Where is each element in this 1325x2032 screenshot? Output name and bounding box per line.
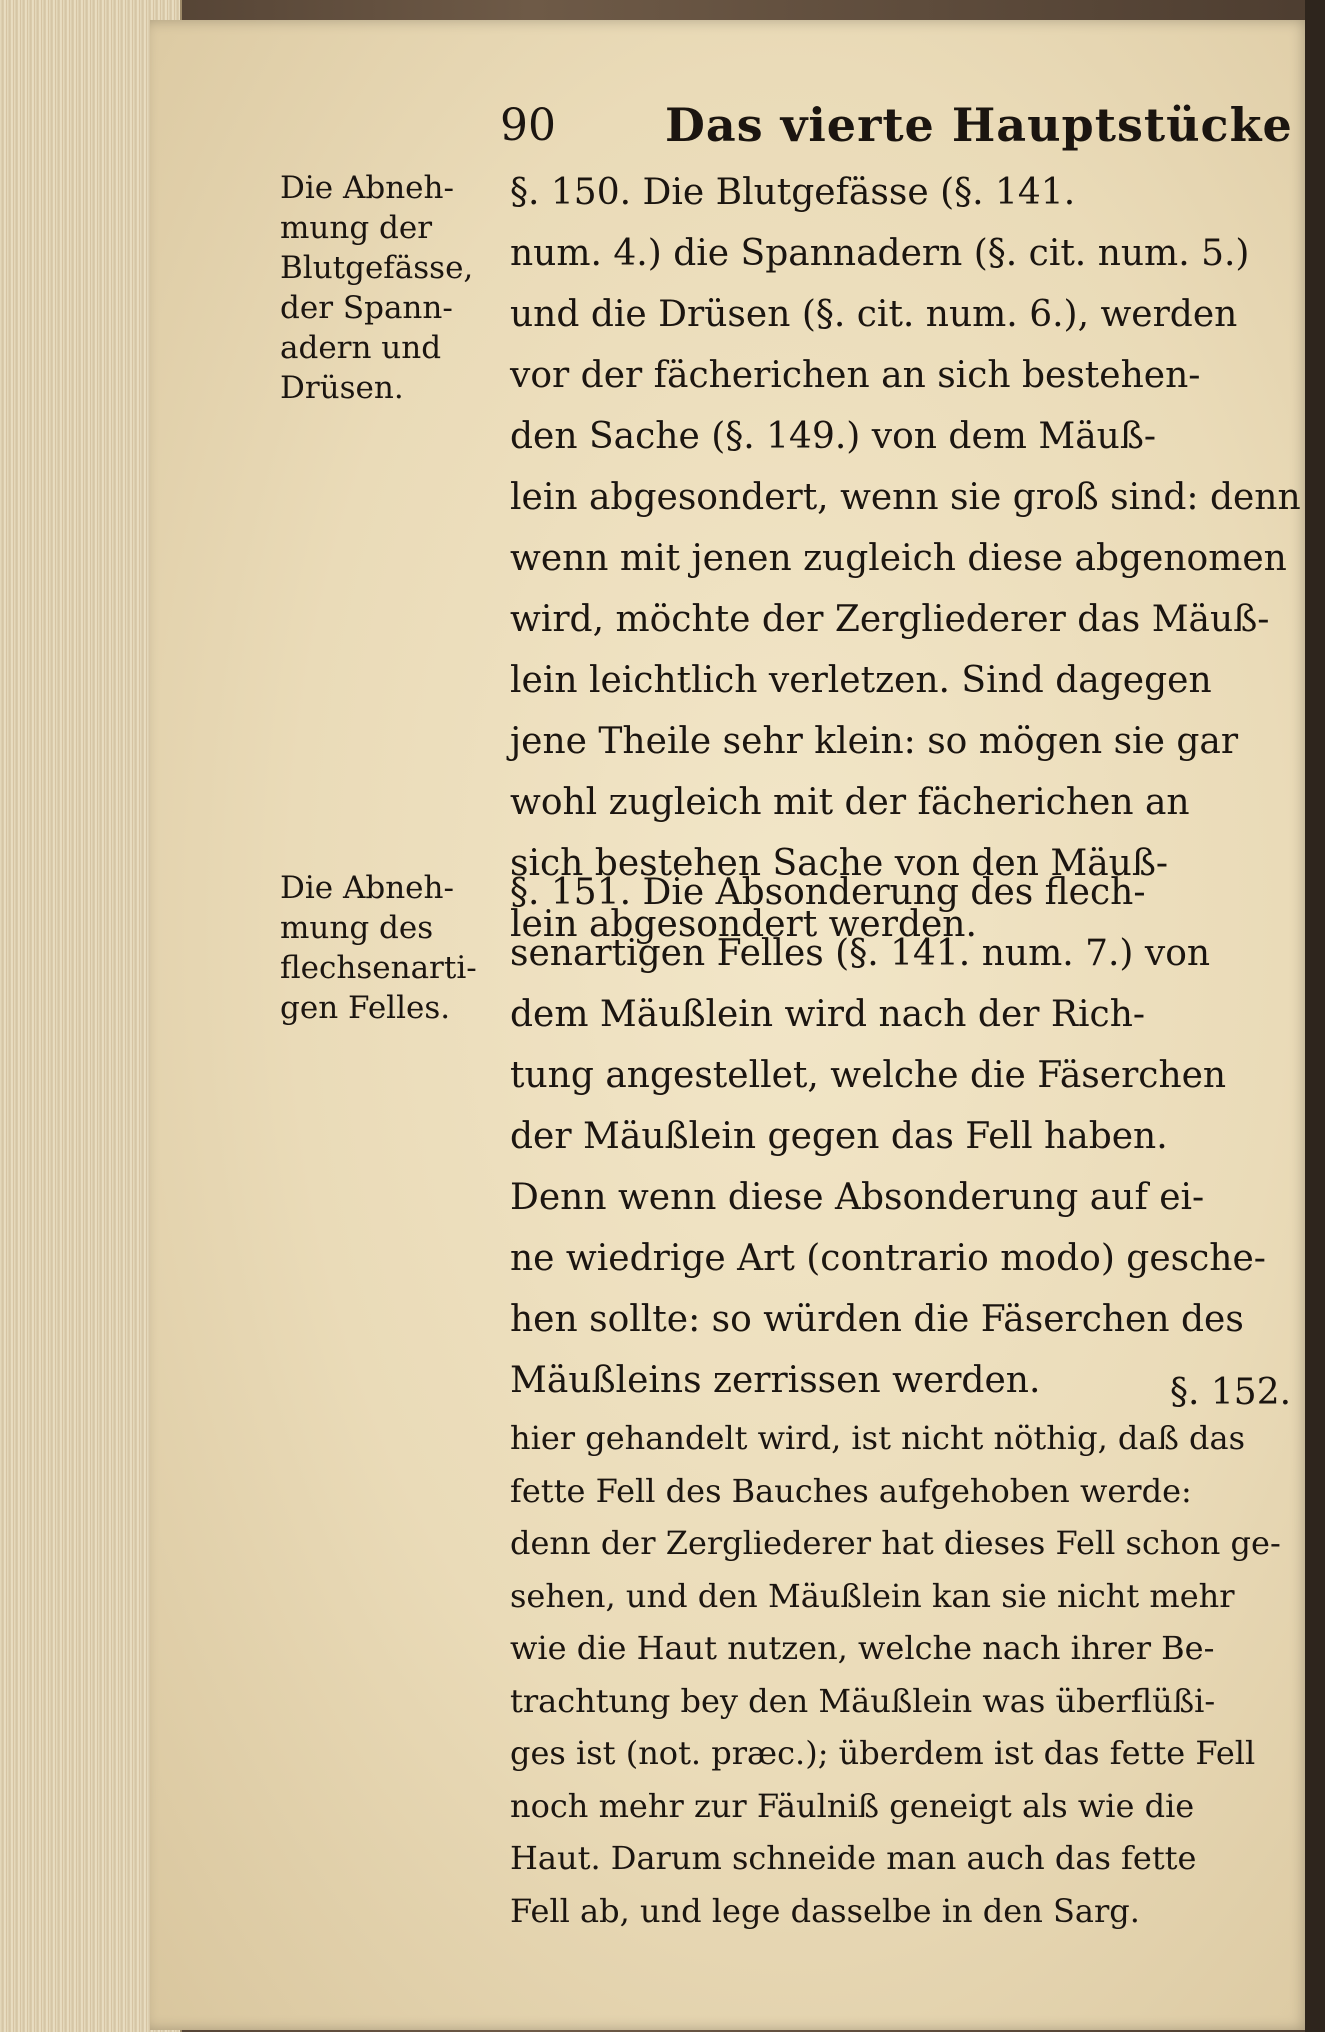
text-line: Denn wenn diese Absonderung auf ei- (510, 1177, 1205, 1218)
text-line: hier gehandelt wird, ist nicht nöthig, daß das (510, 1419, 1245, 1457)
text-line: ne wiedrige Art (contrario modo) gesche- (510, 1238, 1266, 1279)
text-line: hen sollte: so würden die Fäserchen des (510, 1299, 1244, 1340)
text-line: tung angestellet, welche die Fäserchen (510, 1055, 1227, 1096)
page-number: 90 (500, 100, 556, 151)
section-152 (510, 1412, 1281, 1937)
text-line: lein abgesondert, wenn sie groß sind: denn (510, 477, 1301, 518)
margin-note-1 (280, 168, 500, 408)
running-title: Das vierte Hauptstücke (665, 98, 1293, 152)
margin-note-line: adern und (280, 330, 442, 366)
margin-note-line: Die Abneh- (280, 170, 454, 206)
text-line: jene Theile sehr klein: so mögen sie gar (510, 721, 1239, 762)
margin-note-line: flechsenarti- (280, 950, 477, 986)
text-line: lein abgesondert werden. (510, 904, 977, 945)
margin-note-line: Blutgefässe, (280, 250, 474, 286)
margin-note-line: der Spann- (280, 290, 453, 326)
scan-right-edge (1305, 0, 1325, 2032)
text-line: Haut. Darum schneide man auch das fette (510, 1839, 1197, 1877)
text-line: wie die Haut nutzen, welche nach ihrer Be- (510, 1629, 1215, 1667)
margin-note-line: Die Abneh- (280, 870, 454, 906)
text-line: denn der Zergliederer hat dieses Fell schon ge- (510, 1524, 1281, 1562)
text-line: sehen, und den Mäußlein kan sie nicht mehr (510, 1576, 1235, 1615)
text-line: den Sache (§. 149.) von dem Mäuß- (510, 416, 1157, 457)
section-152-label: §. 152. (1170, 1372, 1292, 1413)
text-line: sich bestehen Sache von den Mäuß- (510, 843, 1169, 884)
text-line: senartigen Felles (§. 141. num. 7.) von (510, 933, 1211, 974)
margin-note-line: mung der (280, 210, 433, 246)
text-line: num. 4.) die Spannadern (§. cit. num. 5.) (510, 233, 1250, 274)
text-line: fette Fell des Bauches aufgehoben werde: (510, 1471, 1192, 1510)
text-line: wenn mit jenen zugleich diese abgenomen (510, 538, 1287, 579)
text-line: §. 150. Die Blutgefässe (§. 141. (510, 172, 1076, 213)
text-line: Fell ab, und lege dasselbe in den Sarg. (510, 1891, 1140, 1930)
text-line: Mäußleins zerrissen werden. (510, 1360, 1041, 1401)
text-line: ges ist (not. præc.); überdem ist das fette Fell (510, 1734, 1256, 1772)
text-line: trachtung bey den Mäußlein was überflüßi- (510, 1681, 1216, 1720)
text-line: wohl zugleich mit der fächerichen an (510, 782, 1190, 823)
text-line: wird, möchte der Zergliederer das Mäuß- (510, 599, 1270, 640)
text-line: dem Mäußlein wird nach der Rich- (510, 994, 1146, 1035)
section-150 (510, 162, 1301, 955)
text-line: vor der fächerichen an sich bestehen- (510, 355, 1201, 396)
text-line: und die Drüsen (§. cit. num. 6.), werden (510, 294, 1238, 335)
section-151 (510, 862, 1270, 1411)
margin-note-2 (280, 868, 500, 1028)
text-line: lein leichtlich verletzen. Sind dagegen (510, 660, 1212, 701)
margin-note-line: gen Felles. (280, 990, 451, 1026)
text-line: noch mehr zur Fäulniß geneigt als wie die (510, 1786, 1195, 1825)
text-line: §. 151. Die Absonderung des flech- (510, 872, 1146, 913)
margin-note-line: Drüsen. (280, 370, 404, 406)
text-line: der Mäußlein gegen das Fell haben. (510, 1116, 1168, 1157)
margin-note-line: mung des (280, 910, 434, 946)
